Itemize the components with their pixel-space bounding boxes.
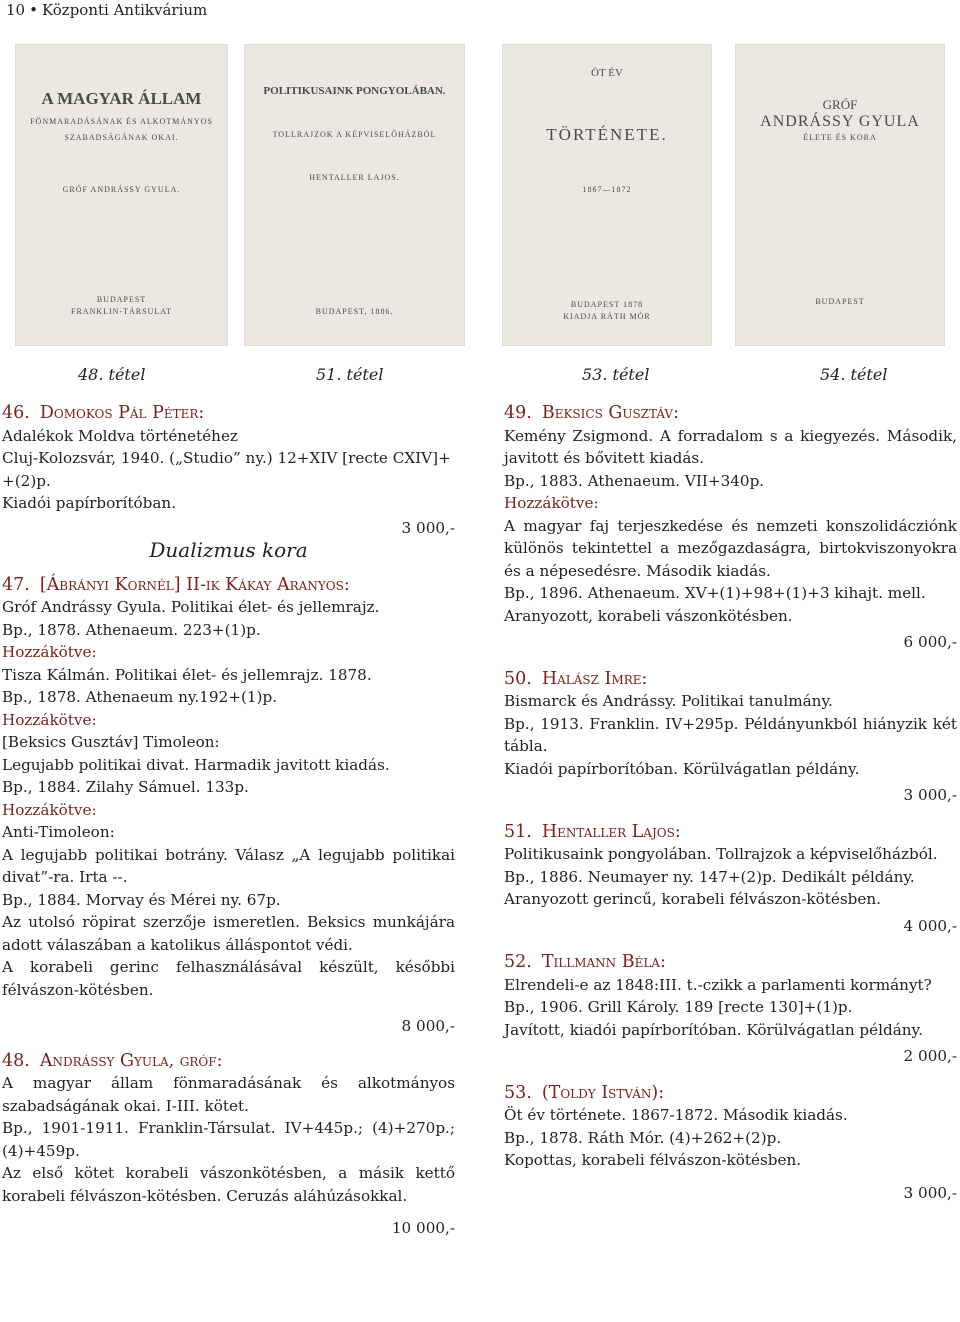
cover-place: BUDAPEST 1878 bbox=[570, 300, 644, 309]
lot-price: 2 000,- bbox=[903, 1047, 957, 1065]
bound-with-label: Hozzákötve: bbox=[2, 643, 97, 661]
cover-title: ANDRÁSSY GYULA bbox=[760, 113, 920, 130]
lot-line: Politikusaink pongyolában. Tollrajzok a képviselőházból. bbox=[504, 845, 938, 863]
cover-line: ÖT ÉV bbox=[591, 67, 623, 79]
lot-51 bbox=[504, 821, 957, 938]
image-caption: 48. tétel bbox=[78, 365, 146, 384]
lot-line: Bp., 1913. Franklin. IV+295p. Példányunkból hiányzik két tábla. bbox=[504, 714, 957, 755]
lot-price: 6 000,- bbox=[903, 633, 957, 651]
lot-line: Kopottas, korabeli félvászon-kötésben. bbox=[504, 1151, 802, 1169]
cover-title: TÖRTÉNETE. bbox=[546, 125, 668, 144]
lot-49 bbox=[504, 402, 957, 654]
lot-line: Kiadói papírborítóban. bbox=[2, 494, 177, 512]
lot-line: Kemény Zsigmond. A forradalom s a kiegyezés. Második, javitott és bővitett kiadás. bbox=[504, 426, 957, 467]
page-header bbox=[6, 1, 207, 19]
cover-line: SZABADSÁGÁNAK OKAI. bbox=[64, 133, 179, 142]
cover-place: BUDAPEST bbox=[96, 295, 147, 304]
lot-line: Bp., 1878. Athenaeum. 223+(1)p. bbox=[2, 620, 261, 639]
lot-heading: 47. [Ábrányi Kornél] II-ik Kákay Aranyos: bbox=[2, 574, 350, 595]
bound-with-label: Hozzákötve: bbox=[504, 494, 599, 512]
lot-line: Gróf Andrássy Gyula. Politikai élet- és jellemrajz. bbox=[2, 598, 380, 616]
lot-heading: 51. Hentaller Lajos: bbox=[504, 821, 681, 842]
lot-46 bbox=[2, 402, 455, 539]
lot-50 bbox=[504, 668, 957, 807]
lot-line: Adalékok Moldva történetéhez bbox=[2, 426, 238, 445]
book-cover-image-53 bbox=[502, 44, 712, 346]
book-cover-image-51 bbox=[244, 44, 465, 346]
lot-price: 8 000,- bbox=[401, 1017, 455, 1035]
image-caption: 54. tétel bbox=[820, 365, 888, 384]
cover-years: 1867—1872 bbox=[582, 185, 632, 194]
cover-author: HENTALLER LAJOS. bbox=[309, 173, 400, 182]
cover-line: FÖNMARADÁSÁNAK ÉS ALKOTMÁNYOS bbox=[30, 117, 213, 126]
lot-line: Bp., 1901-1911. Franklin-Társulat. IV+445p.; (4)+270p.; (4)+459p. bbox=[2, 1119, 455, 1160]
lot-heading: 46. Domokos Pál Péter: bbox=[2, 403, 205, 423]
lot-line: Bp., 1878. Athenaeum ny.192+(1)p. bbox=[2, 688, 278, 706]
left-column bbox=[2, 402, 455, 1240]
lot-price: 3 000,- bbox=[903, 1183, 957, 1202]
lot-heading: 53. (Toldy István): bbox=[504, 1082, 665, 1103]
page-number: 10 bbox=[6, 1, 26, 19]
lot-note: A korabeli gerinc felhasználásával készült, későbbi félvászon-kötésben. bbox=[2, 958, 455, 999]
header-title: Központi Antikvárium bbox=[41, 1, 208, 19]
lot-line: Bp., 1896. Athenaeum. XV+(1)+98+(1)+3 kihajt. mell. bbox=[504, 584, 926, 602]
lot-heading: 48. Andrássy Gyula, gróf: bbox=[2, 1050, 223, 1071]
cover-publisher: FRANKLIN-TÁRSULAT bbox=[71, 307, 172, 316]
lot-note: Az első kötet korabeli vászonkötésben, a másik kettő korabeli félvászon-kötésben. Ceruzás aláhúzásokkal. bbox=[2, 1164, 455, 1205]
book-cover-image-48 bbox=[15, 44, 228, 346]
cover-author: GRÓF ANDRÁSSY GYULA. bbox=[62, 185, 181, 194]
lot-line: Bismarck és Andrássy. Politikai tanulmány. bbox=[504, 692, 833, 710]
lot-price: 3 000,- bbox=[401, 518, 455, 537]
lot-line: Bp., 1883. Athenaeum. VII+340p. bbox=[504, 471, 765, 490]
lot-47 bbox=[2, 574, 455, 1038]
cover-publisher: KIADJA RÁTH MÓR bbox=[563, 312, 651, 321]
lot-heading: 50. Halász Imre: bbox=[504, 668, 648, 689]
cover-place: BUDAPEST, 1886. bbox=[315, 307, 394, 316]
bound-with-label: Hozzákötve: bbox=[2, 800, 97, 819]
lot-line: Legujabb politikai divat. Harmadik javitott kiadás. bbox=[2, 755, 390, 774]
lot-line: Kiadói papírborítóban. Körülvágatlan példány. bbox=[504, 759, 860, 778]
lot-line: +(2)p. bbox=[2, 471, 51, 490]
book-cover-image-54 bbox=[735, 44, 945, 346]
image-caption: 53. tétel bbox=[582, 365, 650, 384]
lot-line: Javított, kiadói papírborítóban. Körülvágatlan példány. bbox=[504, 1020, 923, 1039]
bound-with-label: Hozzákötve: bbox=[2, 710, 97, 729]
lot-line: Bp., 1884. Morvay és Mérei ny. 67p. bbox=[2, 890, 281, 909]
lot-note: Az utolsó röpirat szerzője ismeretlen. Beksics munkájára adott válaszában a katolikus álláspontot védi. bbox=[2, 913, 455, 954]
section-title: Dualizmus kora bbox=[149, 538, 308, 562]
bullet: • bbox=[29, 1, 38, 19]
cover-place: BUDAPEST bbox=[815, 297, 865, 306]
lot-heading: 52. Tillmann Béla: bbox=[504, 952, 666, 972]
lot-line: A legujabb politikai botrány. Válasz „A legujabb politikai divat”-ra. Irta --. bbox=[2, 845, 455, 886]
lot-line: Tisza Kálmán. Politikai élet- és jellemrajz. 1878. bbox=[2, 665, 372, 684]
lot-line: Bp., 1884. Zilahy Sámuel. 133p. bbox=[2, 778, 249, 796]
lot-52 bbox=[504, 951, 957, 1068]
cover-line: TOLLRAJZOK A KÉPVISELŐHÁZBÓL bbox=[272, 130, 437, 139]
lot-price: 3 000,- bbox=[903, 786, 957, 804]
cover-line: GRÓF bbox=[822, 97, 858, 112]
lot-line: A magyar állam fönmaradásának és alkotmányos szabadságának okai. I-III. kötet. bbox=[2, 1074, 455, 1115]
cover-title: A MAGYAR ÁLLAM bbox=[41, 89, 202, 108]
lot-line: Bp., 1886. Neumayer ny. 147+(2)p. Dedikált példány. bbox=[504, 867, 915, 886]
cover-title: POLITIKUSAINK PONGYOLÁBAN. bbox=[263, 85, 446, 97]
lot-48 bbox=[2, 1050, 455, 1240]
lot-line: Anti-Timoleon: bbox=[2, 823, 115, 841]
lot-line: Cluj-Kolozsvár, 1940. („Studio” ny.) 12+XIV [recte CXIV]+ bbox=[2, 449, 451, 467]
cover-line: ÉLETE ÉS KORA bbox=[803, 133, 877, 142]
lot-line: Öt év története. 1867-1872. Második kiadás. bbox=[504, 1106, 848, 1124]
lot-line: Bp., 1906. Grill Károly. 189 [recte 130]+(1)p. bbox=[504, 998, 853, 1016]
right-column bbox=[504, 402, 957, 1204]
lot-price: 10 000,- bbox=[391, 1219, 455, 1237]
lot-line: Bp., 1878. Ráth Mór. (4)+262+(2)p. bbox=[504, 1128, 782, 1147]
lot-heading: 49. Beksics Gusztáv: bbox=[504, 403, 679, 423]
lot-line: A magyar faj terjeszkedése és nemzeti konszolidácziónk különös tekintettel a mezőgazdaságra, birtokviszonyokra és a népesedésre. Második kiadás. bbox=[504, 516, 957, 580]
lot-price: 4 000,- bbox=[903, 916, 957, 935]
lot-53 bbox=[504, 1082, 957, 1205]
lot-line: [Beksics Gusztáv] Timoleon: bbox=[2, 733, 220, 751]
lot-line: Elrendeli-e az 1848:III. t.-czikk a parlamenti kormányt? bbox=[504, 975, 932, 994]
image-caption: 51. tétel bbox=[316, 365, 384, 384]
lot-line: Aranyozott gerincű, korabeli félvászon-kötésben. bbox=[504, 890, 881, 908]
lot-line: Aranyozott, korabeli vászonkötésben. bbox=[504, 606, 793, 625]
